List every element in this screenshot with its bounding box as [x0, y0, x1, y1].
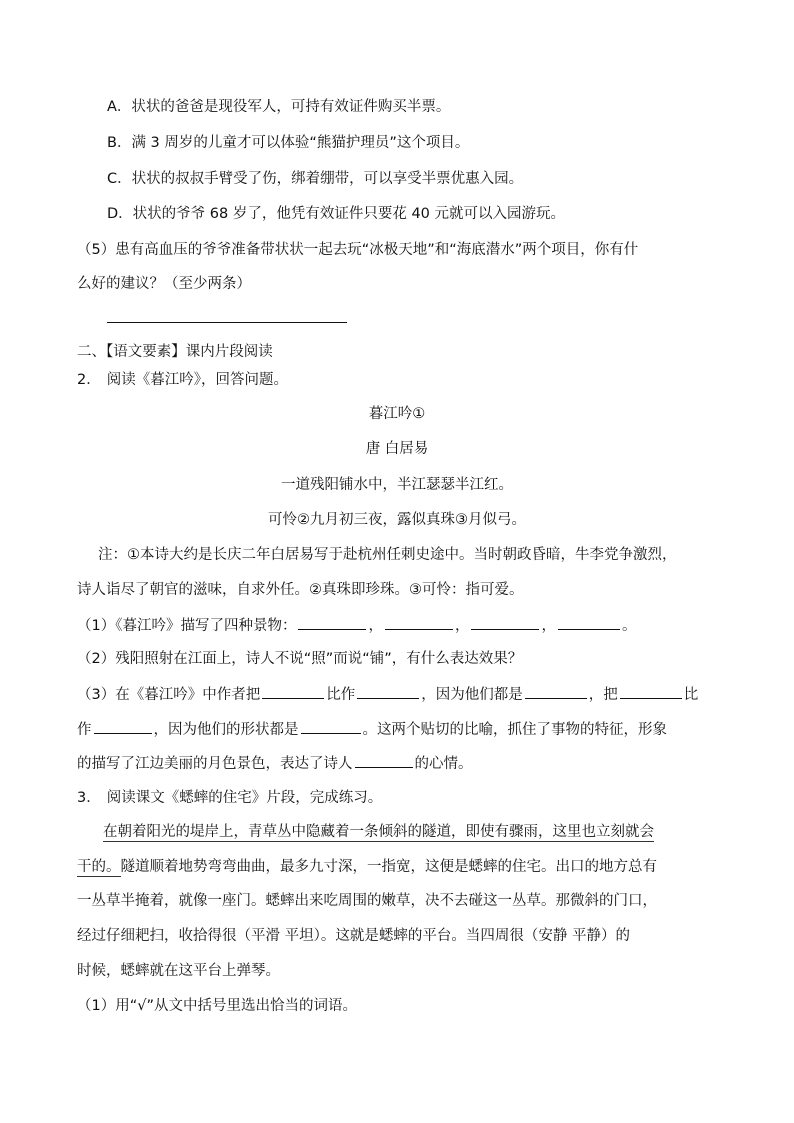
q2-sub3-text-h: 。这两个贴切的比喻，抓住了事物的特征，形象 [362, 722, 667, 738]
comma-2: ， [454, 618, 470, 634]
passage-underlined-1: 在朝着阳光的堤岸上，青草丛中隐藏着一条倾斜的隧道，即使有骤雨，这里也立刻就会 [103, 824, 654, 840]
scene-blank-3[interactable] [471, 615, 539, 630]
option-d: D．状状的爷爷 68 岁了，他凭有效证件只要花 40 元就可以入园游玩。 [107, 206, 566, 222]
q2-sub3-line3 [77, 753, 473, 774]
poem-line-1: 一道残阳铺水中，半江瑟瑟半江红。 [281, 477, 513, 493]
passage-line-1 [103, 822, 654, 842]
note-line-2: 诗人诣尽了朝官的滋味，自求外任。②真珠即珍珠。③可怜：指可爱。 [77, 582, 524, 598]
q2-sub3-text-f: 作 [77, 722, 92, 738]
q2-sub3-text-d: ，把 [588, 687, 618, 703]
q3-sub1: （1）用“√”从文中括号里选出恰当的词语。 [77, 998, 357, 1014]
passage-underlined-2: 干的。 [77, 859, 121, 875]
metaphor-blank-4[interactable] [620, 684, 682, 699]
q2-sub3-text-g: ，因为他们的形状都是 [153, 722, 299, 738]
comma-1: ， [368, 618, 383, 634]
mood-blank[interactable] [355, 753, 413, 768]
metaphor-blank-1[interactable] [262, 684, 324, 699]
scene-blank-4[interactable] [558, 615, 620, 630]
poem-author: 唐 白居易 [365, 441, 429, 457]
q5-line1: （5）患有高血压的爷爷准备带状状一起去玩“冰极天地”和“海底潜水”两个项目，你有什 [77, 242, 639, 258]
q3-heading [77, 788, 382, 808]
option-a: A．状状的爸爸是现役军人，可持有效证件购买半票。 [107, 99, 451, 115]
comma-3: ， [541, 618, 556, 634]
metaphor-blank-5[interactable] [94, 719, 152, 734]
q2-sub1 [77, 615, 636, 636]
period-1: 。 [621, 618, 637, 634]
q2-prompt: 阅读《暮江吟》，回答问题。 [106, 372, 288, 388]
q2-sub2: （2）残阳照射在江面上，诗人不说“照”而说“铺”，有什么表达效果？ [77, 651, 523, 667]
passage-text-2: 隧道顺着地势弯弯曲曲，最多九寸深，一指宽，这便是蟋蟀的住宅。出口的地方总有 [120, 859, 657, 875]
passage-line-4: 经过仔细耙扫，收拾得很（平滑 平坦）。这就是蟋蟀的平台。当四周很（安静 平静）的 [77, 928, 630, 944]
q2-sub3-line1 [77, 684, 698, 705]
q2-heading [77, 370, 288, 390]
q2-sub3-text-b: 比作 [326, 687, 356, 703]
option-b: B．满 3 周岁的儿童才可以体验“熊猫护理员”这个项目。 [107, 135, 470, 151]
q3-prompt: 阅读课文《蟋蟀的住宅》片段，完成练习。 [106, 790, 383, 806]
scene-blank-2[interactable] [385, 615, 453, 630]
metaphor-blank-3[interactable] [525, 684, 587, 699]
q5-line2: 么好的建议？（至少两条） [77, 276, 251, 292]
option-c: C．状状的叔叔手臂受了伤，绑着绷带，可以享受半票优惠入园。 [107, 171, 524, 187]
q2-sub1-prefix: （1）《暮江吟》描写了四种景物： [77, 618, 297, 634]
passage-line-3: 一丛草半掩着，就像一座门。蟋蟀出来吃周围的嫩草，决不去碰这一丛草。那微斜的门口， [77, 893, 657, 909]
q2-sub3-text-e: 比 [683, 687, 699, 703]
metaphor-blank-2[interactable] [357, 684, 419, 699]
q2-sub3-text-c: ，因为他们都是 [421, 687, 523, 703]
section-title: 二、【语文要素】课内片段阅读 [77, 344, 273, 360]
q2-number: 2． [77, 372, 101, 388]
q2-sub3-text-a: （3）在《暮江吟》中作者把 [77, 687, 261, 703]
q2-sub3-text-j: 的心情。 [414, 756, 473, 772]
scene-blank-1[interactable] [298, 615, 366, 630]
poem-line-2: 可怜②九月初三夜，露似真珠③月似弓。 [268, 512, 526, 528]
q2-sub3-line2 [77, 719, 667, 740]
poem-title: 暮江吟① [368, 406, 426, 422]
note-line-1: 注：①本诗大约是长庆二年白居易写于赴杭州任刺史途中。当时朝政昏暗，牛李党争激烈， [98, 547, 677, 563]
passage-line-2 [77, 857, 657, 877]
q3-number: 3． [77, 790, 101, 806]
metaphor-blank-6[interactable] [301, 719, 361, 734]
q5-answer-line[interactable] [107, 322, 347, 323]
passage-line-5: 时候，蟋蟀就在这平台上弹琴。 [77, 963, 280, 979]
q2-sub3-text-i: 的描写了江边美丽的月色景色，表达了诗人 [77, 756, 353, 772]
